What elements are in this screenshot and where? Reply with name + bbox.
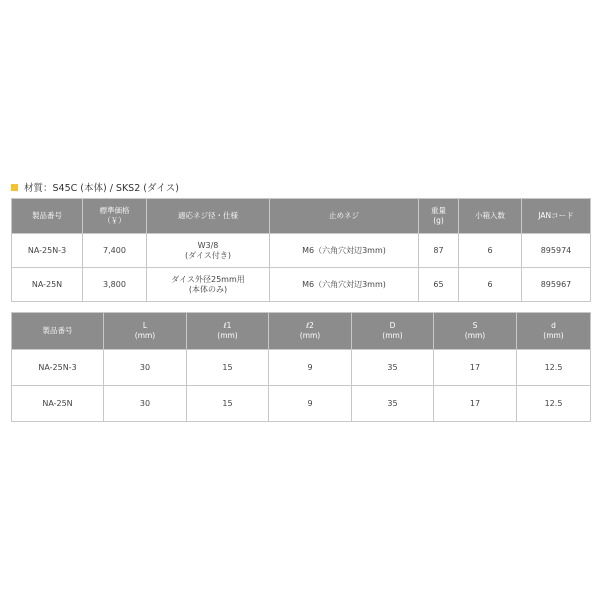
header-standard-price: 標準価格 （￥）: [83, 199, 147, 234]
cell-product-number: NA-25N-3: [12, 234, 83, 268]
material-note: [11, 180, 179, 194]
table-header-row: [12, 199, 591, 234]
cell-set-screw: M6（六角穴対辺3mm): [270, 268, 419, 302]
dimension-table: [11, 312, 591, 422]
header-diameter-d: D (mm): [352, 313, 434, 350]
cell-thread-spec: W3/8 (ダイス付き): [147, 234, 270, 268]
header-set-screw: 止めネジ: [270, 199, 419, 234]
cell-box-quantity: 6: [459, 268, 522, 302]
table-row: [12, 386, 591, 422]
cell-box-quantity: 6: [459, 234, 522, 268]
table-row: [12, 234, 591, 268]
cell-length-l: 30: [104, 386, 187, 422]
cell-length-l2: 9: [269, 350, 352, 386]
header-box-quantity: 小箱入数: [459, 199, 522, 234]
header-length-l: L (mm): [104, 313, 187, 350]
cell-length-l: 30: [104, 350, 187, 386]
cell-small-d: 12.5: [517, 386, 591, 422]
header-weight: 重量 (g): [419, 199, 459, 234]
header-s: S (mm): [434, 313, 517, 350]
header-jan-code: JANコード: [522, 199, 591, 234]
bullet-square-icon: [11, 184, 18, 191]
cell-diameter-d: 35: [352, 350, 434, 386]
cell-length-l1: 15: [187, 350, 269, 386]
cell-diameter-d: 35: [352, 386, 434, 422]
cell-product-number: NA-25N-3: [12, 350, 104, 386]
cell-length-l2: 9: [269, 386, 352, 422]
table-row: [12, 350, 591, 386]
cell-jan-code: 895974: [522, 234, 591, 268]
material-text: 材質：S45C (本体) / SKS2 (ダイス): [24, 183, 179, 194]
cell-price: 3,800: [83, 268, 147, 302]
cell-weight: 65: [419, 268, 459, 302]
header-product-number: 製品番号: [12, 199, 83, 234]
cell-thread-spec: ダイス外径25mm用 (本体のみ): [147, 268, 270, 302]
cell-small-d: 12.5: [517, 350, 591, 386]
cell-jan-code: 895967: [522, 268, 591, 302]
cell-s: 17: [434, 350, 517, 386]
header-length-l2: ℓ2 (mm): [269, 313, 352, 350]
table-header-row: [12, 313, 591, 350]
cell-set-screw: M6（六角穴対辺3mm): [270, 234, 419, 268]
cell-price: 7,400: [83, 234, 147, 268]
cell-product-number: NA-25N: [12, 268, 83, 302]
product-spec-table: [11, 198, 591, 302]
cell-s: 17: [434, 386, 517, 422]
header-length-l1: ℓ1 (mm): [187, 313, 269, 350]
table-row: [12, 268, 591, 302]
cell-weight: 87: [419, 234, 459, 268]
cell-product-number: NA-25N: [12, 386, 104, 422]
header-product-number: 製品番号: [12, 313, 104, 350]
header-thread-spec: 適応ネジ径・仕様: [147, 199, 270, 234]
header-small-d: d (mm): [517, 313, 591, 350]
cell-length-l1: 15: [187, 386, 269, 422]
